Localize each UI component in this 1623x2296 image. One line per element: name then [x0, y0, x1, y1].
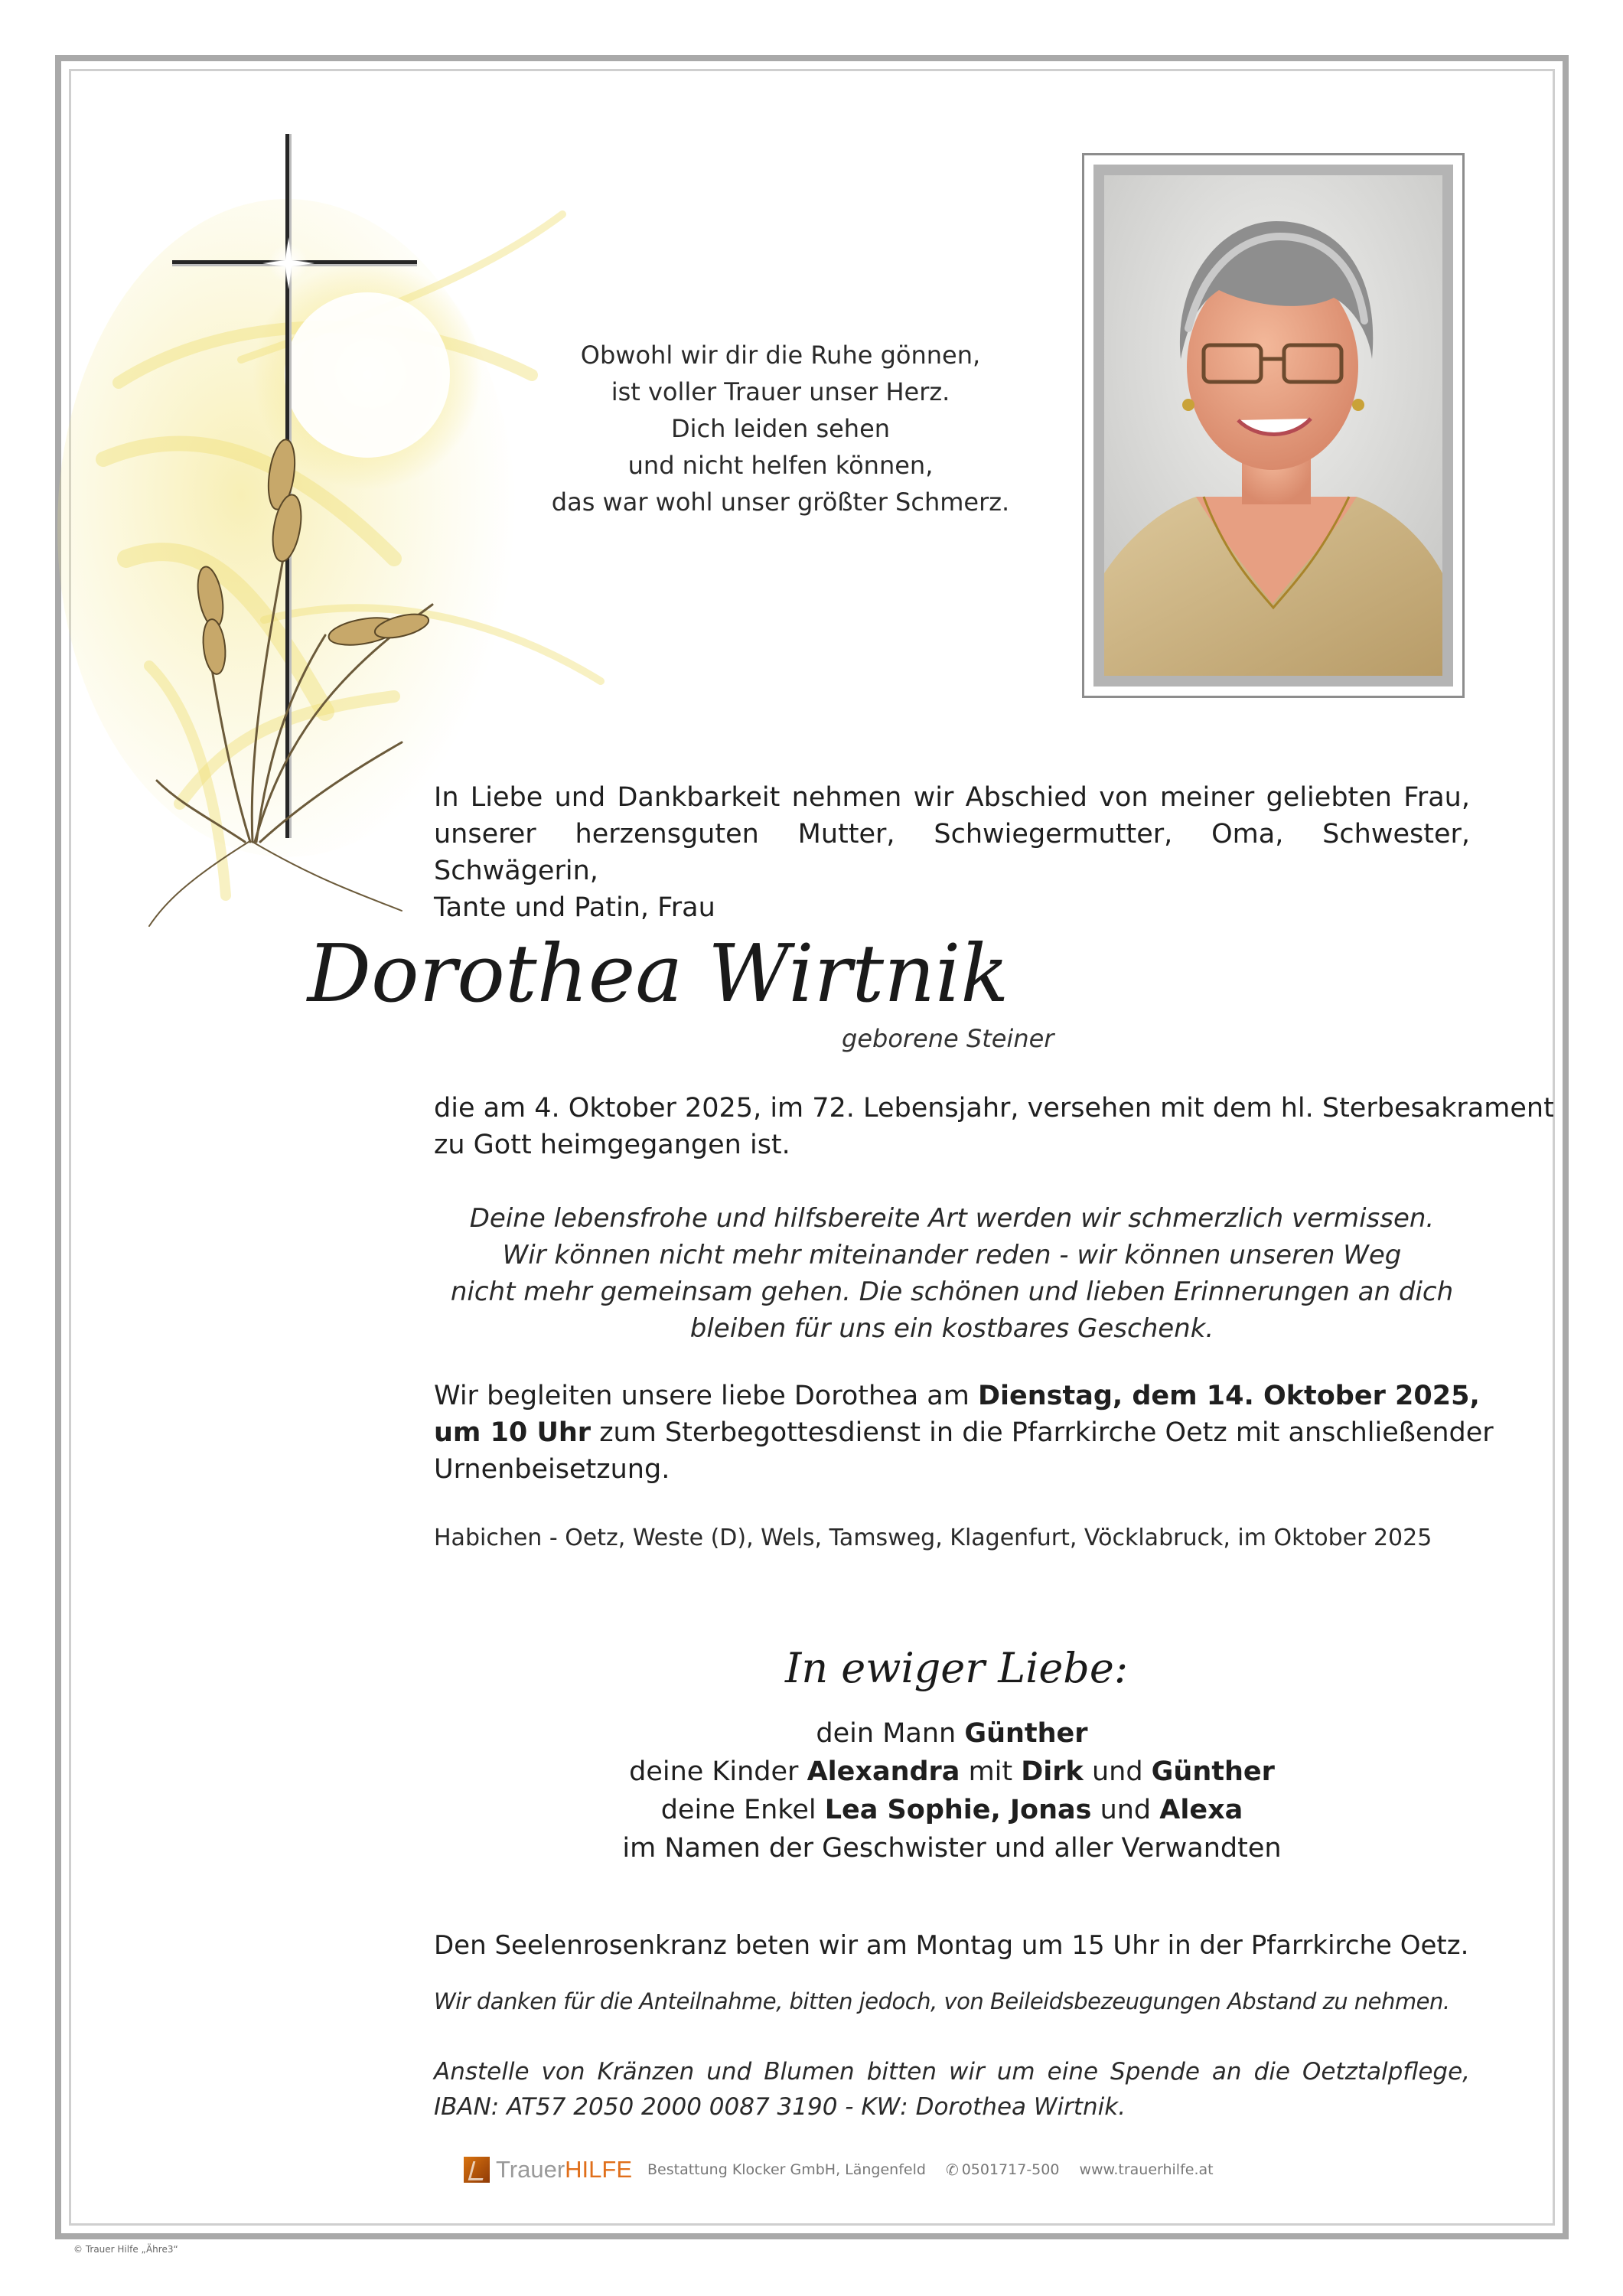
family-row [434, 1791, 1470, 1829]
copyright: © Trauer Hilfe „Ähre3“ [73, 2244, 178, 2255]
logo-text: Trauer [496, 2156, 565, 2183]
family-row [434, 1714, 1470, 1753]
deceased-name-text: Dorothea Wirtnik [307, 927, 1009, 1020]
family-text: und [1091, 1795, 1160, 1825]
family-list [434, 1714, 1470, 1867]
quote-line: Deine lebensfrohe und hilfsbereite Art werden wir schmerzlich vermissen. [469, 1203, 1435, 1234]
funeral-paragraph [434, 1378, 1494, 1488]
rosary-notice: Den Seelenrosenkranz beten wir am Montag um 15 Uhr in der Pfarrkirche Oetz. [434, 1930, 1469, 1961]
intro-line: unserer herzensguten Mutter, Schwiegermutter, Oma, Schwester, Schwägerin, [434, 819, 1470, 886]
family-heading [784, 1629, 1129, 1705]
family-row [434, 1753, 1470, 1791]
funeral-text: zum Sterbegottesdienst in die Pfarrkirche Oetz mit anschließender [591, 1417, 1494, 1448]
family-member: Dirk [1021, 1756, 1084, 1787]
quote-line: Wir können nicht mehr miteinander reden - wir können unseren Weg [502, 1240, 1402, 1270]
family-text: deine Kinder [629, 1756, 807, 1787]
funeral-text: Urnenbeisetzung. [434, 1454, 670, 1485]
family-row: im Namen der Geschwister und aller Verwandten [622, 1833, 1282, 1864]
funeral-time: um 10 Uhr [434, 1417, 592, 1448]
funeral-text: Wir begleiten unsere liebe Dorothea am [434, 1381, 978, 1411]
funeral-date: Dienstag, dem 14. Oktober 2025, [977, 1381, 1480, 1411]
logo-text-accent: HILFE [565, 2156, 633, 2183]
phone-icon: ✆ [945, 2161, 959, 2179]
quote-line: nicht mehr gemeinsam gehen. Die schönen und lieben Erinnerungen an dich [450, 1277, 1454, 1307]
maiden-name: geborene Steiner [842, 1024, 1054, 1053]
poem-line: Obwohl wir dir die Ruhe gönnen, [580, 341, 981, 370]
family-text: dein Mann [816, 1718, 965, 1749]
donation-line: Anstelle von Kränzen und Blumen bitten wir um eine Spende an die Oetztalpflege, [434, 2058, 1470, 2086]
death-line: die am 4. Oktober 2025, im 72. Lebensjahr, versehen mit dem hl. Sterbesakrament [434, 1093, 1554, 1124]
company-name: Bestattung Klocker GmbH, Längenfeld [647, 2161, 926, 2178]
family-member: Alexandra [807, 1756, 960, 1787]
portrait-photo [1104, 175, 1442, 676]
farewell-quote [434, 1200, 1470, 1347]
portrait-frame [1082, 153, 1465, 698]
family-text: deine Enkel [660, 1795, 825, 1825]
footer [464, 2154, 1214, 2185]
death-line: zu Gott heimgegangen ist. [434, 1130, 790, 1160]
poem-line: ist voller Trauer unser Herz. [611, 377, 950, 406]
family-text: mit [960, 1756, 1022, 1787]
poem-line: Dich leiden sehen [670, 414, 891, 443]
family-member: Alexa [1159, 1795, 1243, 1825]
memorial-poem [474, 337, 1087, 520]
family-member: Lea Sophie, Jonas [824, 1795, 1092, 1825]
death-paragraph [434, 1090, 1554, 1163]
place-date: Habichen - Oetz, Weste (D), Wels, Tamsweg, Klagenfurt, Vöcklabruck, im Oktober 2025 [434, 1525, 1432, 1551]
family-heading-text: In ewiger Liebe: [784, 1644, 1129, 1692]
intro-paragraph [434, 779, 1470, 926]
sun-icon [285, 292, 450, 458]
donation-notice [434, 2054, 1470, 2125]
thanks-notice: Wir danken für die Anteilnahme, bitten jedoch, von Beileidsbezeugungen Abstand zu nehmen. [434, 1988, 1450, 2014]
phone-number[interactable]: 0501717-500 [961, 2161, 1060, 2178]
poem-line: das war wohl unser größter Schmerz. [551, 488, 1010, 517]
family-member: Günther [964, 1718, 1088, 1749]
donation-line: IBAN: AT57 2050 2000 0087 3190 - KW: Dorothea Wirtnik. [434, 2093, 1126, 2121]
intro-line: Tante und Patin, Frau [434, 892, 715, 923]
portrait-mat [1093, 165, 1453, 687]
quote-line: bleiben für uns ein kostbares Geschenk. [689, 1313, 1214, 1344]
portrait-illustration [1104, 175, 1442, 676]
family-text: und [1083, 1756, 1152, 1787]
family-member: Günther [1151, 1756, 1275, 1787]
trauerhilfe-logo-icon [464, 2157, 490, 2183]
intro-line: In Liebe und Dankbarkeit nehmen wir Abschied von meiner geliebten Frau, [434, 782, 1470, 813]
poem-line: und nicht helfen können, [627, 451, 934, 480]
website-link[interactable]: www.trauerhilfe.at [1079, 2161, 1214, 2178]
